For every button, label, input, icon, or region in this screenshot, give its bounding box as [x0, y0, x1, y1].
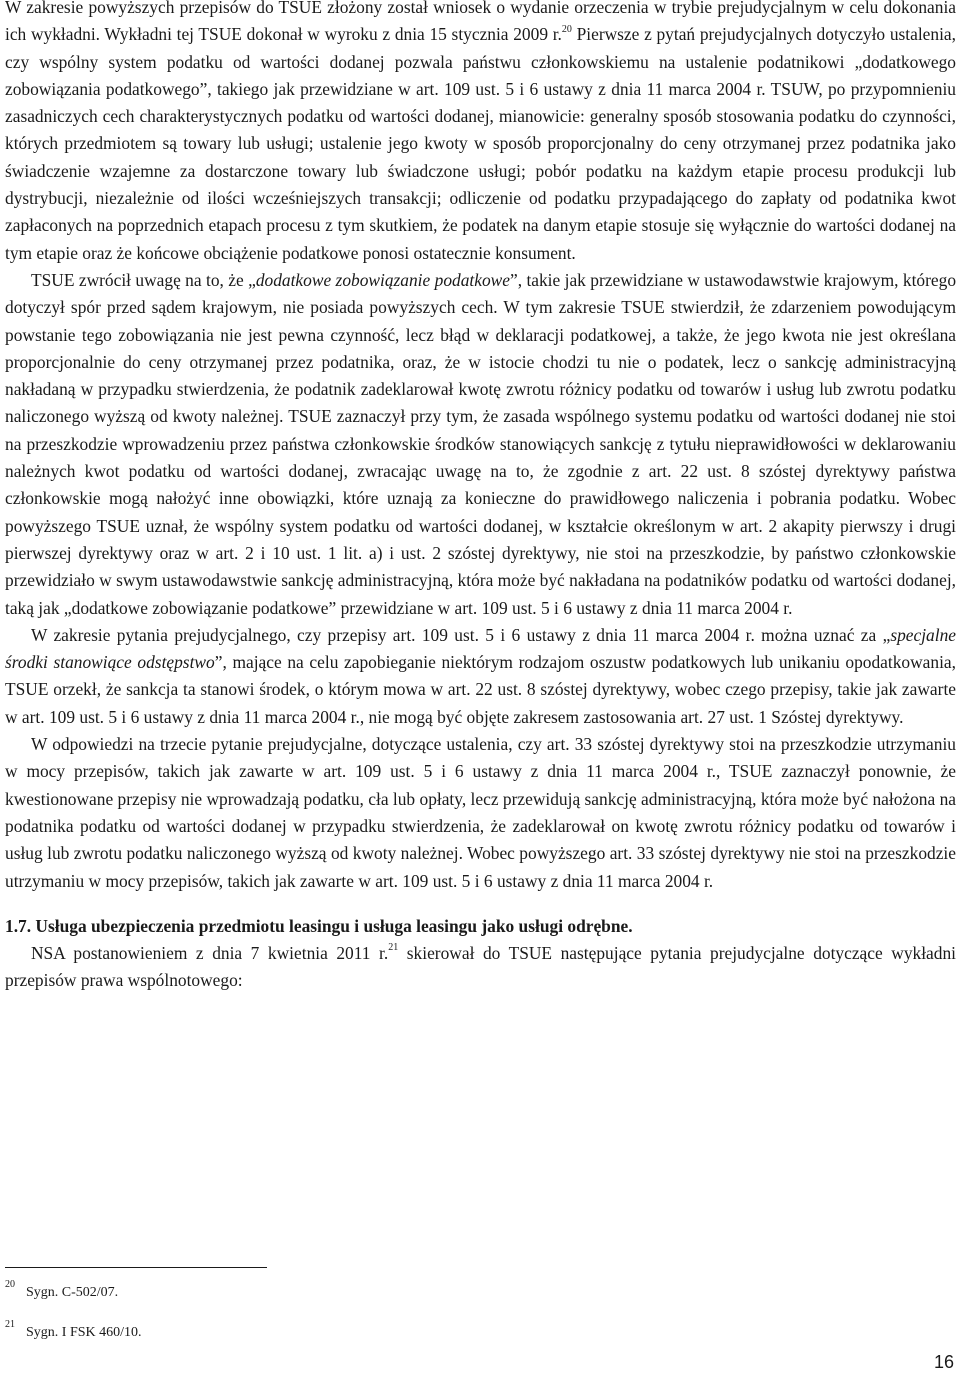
footnote-number: 21	[5, 1319, 15, 1330]
footnote-number: 20	[5, 1279, 15, 1290]
footnote-text: Sygn. I FSK 460/10.	[26, 1325, 142, 1340]
paragraph-tsue-remark: TSUE zwrócił uwagę na to, że „dodatkowe zobowiązanie podatkowe”, takie jak przewidziane w ustawodawstwie krajowym, którego dotyczył spór przed sądem krajowym, nie posiada powyższych cech. W tym zakresie TSUE stwierdził, że zdarzeniem powodującym powstanie tego zobowiązania nie jest pewna czynność, lecz błąd w deklaracji podatkowej, a także, że jego kwota nie jest określana proporcjonalnie do ceny otrzymanej przez podatnika, oraz, że w istocie chodzi tu nie o podatek, lecz o sankcję administracyjną nakładaną w przypadku stwierdzenia, że podatnik zadeklarował kwotę zwrotu różnicy podatku od towarów i usług lub zwrotu podatku naliczonego wyższą od kwoty należnej. TSUE zaznaczył przy tym, że zasada wspólnego systemu podatku od wartości dodanej nie stoi na przeszkodzie wprowadzeniu przez państwa członkowskie środków stanowiących sankcję z tytułu nieprawidłowości w deklarowaniu należnych kwot podatku od wartości dodanej, zwracając uwagę na to, że zgodnie z art. 22 ust. 8 szóstej dyrektywy państwa członkowskie mogą nałożyć inne obowiązki, które uznają za konieczne do prawidłowego naliczenia i pobrania podatku. Wobec powyższego TSUE uznał, że wspólny system podatku od wartości dodanej, w kształcie określonym w art. 2 akapity pierwszy i drugi pierwszej dyrektywy oraz w art. 2 i 10 ust. 1 lit. a) i ust. 2 szóstej dyrektywy, nie stoi na przeszkodzie, by państwo członkowskie przewidziało w swym ustawodawstwie sankcję administracyjną, która może być nakładana na podatników podatku od wartości dodanej, taką jak „dodatkowe zobowiązanie podatkowe” przewidziane w art. 109 ust. 5 i 6 ustawy z dnia 11 marca 2004 r.	[5, 269, 957, 618]
emphasis-dodatkowe: dodatkowe zobowiązanie podatkowe	[255, 269, 510, 290]
footnote-text: Sygn. C-502/07.	[26, 1285, 119, 1300]
emphasis-specjalne: specjalne środki stanowiące odstępstwo	[5, 624, 956, 673]
footnote-ref-21[interactable]: 21	[388, 942, 399, 954]
footnote-ref-20[interactable]: 20	[561, 23, 572, 35]
page-number: 16	[933, 1352, 954, 1372]
paragraph-nsa: NSA postanowieniem z dnia 7 kwietnia 2011 r.$^{21}$ skierował do TSUE następujące pytania prejudycjalne dotyczące wykładni przepisów prawa wspólnotowego:	[5, 942, 956, 991]
section-heading: 1.7. Usługa ubezpieczenia przedmiotu leasingu i usługa leasingu jako usługi odrębne.	[5, 915, 633, 936]
paragraph-second-question: W zakresie pytania prejudycjalnego, czy przepisy art. 109 ust. 5 i 6 ustawy z dnia 11 marca 2004 r. można uznać za „specjalne środki stanowiące odstępstwo”, mające na celu zapobieganie niektórym rodzajom oszustw podatkowych lub unikaniu opodatkowania, TSUE orzekł, że sankcja ta stanowi środek, o którym mowa w art. 22 ust. 8 szóstej dyrektywy, wobec czego przepisy, takie jak zawarte w art. 109 ust. 5 i 6 ustawy z dnia 11 marca 2004 r., nie mogą być objęte zakresem zastosowania art. 27 ust. 1 Szóstej dyrektywy.	[5, 624, 956, 727]
paragraph-intro: W zakresie powyższych przepisów do TSUE złożony został wniosek o wydanie orzeczenia w trybie prejudycjalnym w celu dokonania ich wykładni. Wykładni tej TSUE dokonał w wyroku z dnia 15 stycznia 2009 r.$^{20}$ Pierwsze z pytań prejudycjalnych dotyczyło ustalenia, czy wspólny system podatku od wartości dodanej pozwala państwu członkowskiemu na ustalenie podatnikowi „dodatkowego zobowiązania podatkowego”, takiego jak przewidziane w art. 109 ust. 5 i 6 ustawy z dnia 11 marca 2004 r. TSUW, po przypomnieniu zasadniczych cech charakterystycznych podatku od wartości dodanej, mianowicie: generalny sposób stosowania podatku do czynności, których przedmiotem są towary lub usługi; ustalenie jego kwoty w sposób proporcjonalny do ceny otrzymanej przez podatnika jako świadczenie wzajemne za dostarczone towary lub świadczone usługi; pobór podatku na każdym etapie procesu produkcji lub dystrybucji, niezależnie od ilości wcześniejszych transakcji; odliczenie od podatku przypadającego do zapłaty od podatnika kwot zapłaconych na poprzednich etapach procesu z tym skutkiem, że podatek na danym etapie stosuje się wyłącznie do wartości dodanej na tym etapie oraz że końcowe obciążenie podatkowe ponosi ostatecznie konsument.	[5, 0, 956, 263]
footnote-divider	[5, 1267, 267, 1268]
paragraph-third-question: W odpowiedzi na trzecie pytanie prejudycjalne, dotyczące ustalenia, czy art. 33 szóstej dyrektywy stoi na przeszkodzie utrzymaniu w mocy przepisów, takich jak zawarte w art. 109 ust. 5 i 6 ustawy z dnia 11 marca 2004 r., TSUE zaznaczył ponownie, że kwestionowane przepisy nie wprowadzają podatku, cła lub opłaty, lecz przewidują sankcję administracyjną, która może być nałożona na podatnika podatku od wartości dodanej w przypadku stwierdzenia, że zadeklarował on kwotę zwrotu różnicy podatku od towarów i usług lub zwrotu podatku naliczonego wyższą od kwoty należnej. Wobec powyższego art. 33 szóstej dyrektywy nie stoi na przeszkodzie utrzymaniu w mocy przepisów, takich jak zawarte w art. 109 ust. 5 i 6 ustawy z dnia 11 marca 2004 r.	[5, 734, 956, 891]
body-text	[5, 0, 956, 995]
